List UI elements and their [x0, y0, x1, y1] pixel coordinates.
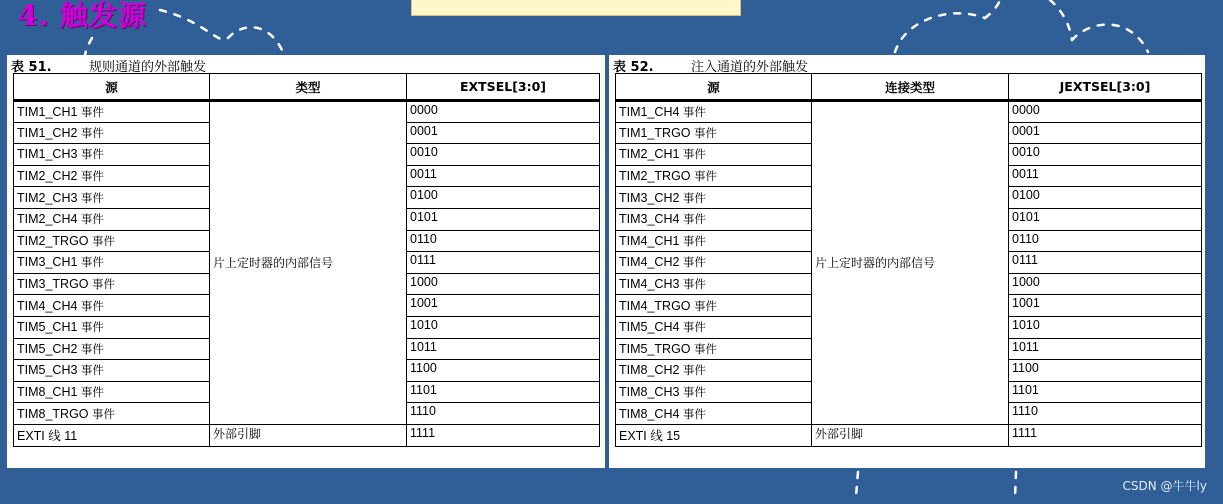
source-cell [616, 403, 812, 425]
type-cell: 片上定时器的内部信号 [210, 101, 407, 425]
source-cell [14, 273, 210, 295]
regular-trigger-table [13, 73, 600, 447]
source-name: TIM5_CH4 [619, 320, 680, 335]
code-cell: 1011 [407, 338, 600, 360]
header-connection-type: 连接类型 [812, 74, 1009, 101]
regular-channel-trigger-panel [7, 55, 605, 468]
source-name: TIM4_CH2 [619, 255, 680, 270]
source-cell [616, 101, 812, 123]
source-name: TIM1_CH1 [17, 104, 78, 119]
source-name: TIM3_CH1 [17, 255, 78, 270]
code-cell: 0100 [1009, 187, 1202, 209]
source-suffix: 事件 [682, 233, 706, 248]
table-row [616, 424, 1202, 446]
source-cell [616, 187, 812, 209]
source-name: TIM5_CH3 [17, 363, 78, 378]
source-suffix: 事件 [80, 212, 104, 227]
caption-number: 表 52. [613, 60, 654, 75]
source-cell [14, 338, 210, 360]
source-cell [616, 252, 812, 274]
source-name: TIM3_CH2 [619, 190, 680, 205]
source-name: TIM8_CH2 [619, 363, 680, 378]
code-cell: 1100 [1009, 360, 1202, 382]
source-cell [616, 165, 812, 187]
source-suffix: 事件 [682, 277, 706, 292]
source-suffix: 事件 [92, 233, 116, 248]
code-cell: 0111 [1009, 252, 1202, 274]
source-cell [14, 295, 210, 317]
source-suffix: 事件 [80, 255, 104, 270]
source-name: TIM2_CH2 [17, 169, 78, 184]
code-cell: 0001 [1009, 122, 1202, 144]
code-cell: 1001 [407, 295, 600, 317]
source-cell [616, 316, 812, 338]
title-banner [411, 0, 741, 16]
source-cell [14, 144, 210, 166]
source-cell [14, 101, 210, 123]
source-name: TIM2_TRGO [619, 169, 691, 184]
source-suffix: 事件 [80, 125, 104, 140]
source-suffix: 事件 [92, 406, 116, 421]
section-heading: 4. 触发源 [18, 0, 147, 32]
code-cell: 0010 [407, 144, 600, 166]
code-cell: 0111 [407, 252, 600, 274]
source-cell [616, 230, 812, 252]
source-suffix: 事件 [80, 298, 104, 313]
source-name: TIM4_CH3 [619, 277, 680, 292]
source-name: TIM4_CH4 [17, 298, 78, 313]
source-suffix: 事件 [80, 385, 104, 400]
source-suffix: 事件 [682, 385, 706, 400]
source-cell [14, 252, 210, 274]
source-name: TIM2_TRGO [17, 233, 89, 248]
injected-channel-trigger-panel [609, 55, 1205, 468]
source-name: TIM3_TRGO [17, 277, 89, 292]
source-suffix: 事件 [694, 341, 718, 356]
source-suffix: 事件 [80, 341, 104, 356]
source-suffix: 事件 [80, 104, 104, 119]
table-row [14, 424, 600, 446]
source-name: TIM5_CH1 [17, 320, 78, 335]
header-jextsel: JEXTSEL[3:0] [1009, 74, 1202, 101]
source-suffix: 事件 [682, 406, 706, 421]
source-cell [616, 122, 812, 144]
code-cell: 1010 [1009, 316, 1202, 338]
code-cell: 0011 [1009, 165, 1202, 187]
code-cell: 0011 [407, 165, 600, 187]
source-name: TIM5_TRGO [619, 341, 691, 356]
source-cell [616, 208, 812, 230]
table-row [616, 101, 1202, 123]
type-cell: 外部引脚 [210, 424, 407, 446]
source-cell [14, 230, 210, 252]
source-name: TIM1_CH4 [619, 104, 680, 119]
code-cell: 0101 [1009, 208, 1202, 230]
code-cell: 1100 [407, 360, 600, 382]
source-cell [616, 360, 812, 382]
source-cell [616, 295, 812, 317]
source-name: TIM3_CH4 [619, 212, 680, 227]
source-cell [14, 208, 210, 230]
source-name: TIM1_TRGO [619, 125, 691, 140]
code-cell: 1110 [1009, 403, 1202, 425]
code-cell: 1111 [1009, 424, 1202, 446]
code-cell: 1001 [1009, 295, 1202, 317]
header-type: 类型 [210, 74, 407, 101]
source-suffix: 事件 [80, 363, 104, 378]
source-cell [14, 403, 210, 425]
header-extsel: EXTSEL[3:0] [407, 74, 600, 101]
source-suffix: 事件 [682, 104, 706, 119]
table-header-row [616, 74, 1202, 101]
source-name: TIM4_TRGO [619, 298, 691, 313]
code-cell: 1101 [407, 381, 600, 403]
source-suffix: 事件 [80, 320, 104, 335]
table-header-row [14, 74, 600, 101]
code-cell: 0010 [1009, 144, 1202, 166]
source-name: TIM1_CH2 [17, 125, 78, 140]
code-cell: 0101 [407, 208, 600, 230]
source-suffix: 事件 [682, 320, 706, 335]
code-cell: 1101 [1009, 381, 1202, 403]
source-suffix: 事件 [694, 125, 718, 140]
source-suffix: 事件 [80, 147, 104, 162]
code-cell: 1111 [407, 424, 600, 446]
type-cell: 片上定时器的内部信号 [812, 101, 1009, 425]
source-suffix: 事件 [682, 255, 706, 270]
code-cell: 1010 [407, 316, 600, 338]
type-cell: 外部引脚 [812, 424, 1009, 446]
code-cell: 1000 [407, 273, 600, 295]
source-cell [616, 381, 812, 403]
source-cell [616, 273, 812, 295]
source-suffix: 事件 [80, 169, 104, 184]
source-suffix: 事件 [694, 169, 718, 184]
source-cell [616, 338, 812, 360]
source-name: TIM2_CH1 [619, 147, 680, 162]
source-cell [14, 187, 210, 209]
code-cell: 1000 [1009, 273, 1202, 295]
source-name: TIM8_CH4 [619, 406, 680, 421]
code-cell: 0110 [1009, 230, 1202, 252]
source-suffix: 事件 [694, 298, 718, 313]
source-suffix: 事件 [682, 190, 706, 205]
source-cell [14, 360, 210, 382]
source-cell: EXTI 线 11 [14, 424, 210, 446]
source-cell [14, 381, 210, 403]
source-suffix: 事件 [682, 212, 706, 227]
source-cell: EXTI 线 15 [616, 424, 812, 446]
header-source: 源 [616, 74, 812, 101]
table-row [14, 101, 600, 123]
source-suffix: 事件 [92, 277, 116, 292]
caption-text: 规则通道的外部触发 [89, 60, 207, 75]
injected-trigger-table [615, 73, 1202, 447]
code-cell: 0100 [407, 187, 600, 209]
source-suffix: 事件 [682, 363, 706, 378]
header-source: 源 [14, 74, 210, 101]
source-name: TIM2_CH3 [17, 190, 78, 205]
source-cell [14, 316, 210, 338]
source-name: TIM5_CH2 [17, 341, 78, 356]
source-cell [14, 122, 210, 144]
source-suffix: 事件 [80, 190, 104, 205]
caption-text: 注入通道的外部触发 [691, 60, 809, 75]
source-name: TIM4_CH1 [619, 233, 680, 248]
watermark: CSDN @牛牛ly [1122, 479, 1207, 493]
source-name: TIM1_CH3 [17, 147, 78, 162]
source-name: TIM8_CH3 [619, 385, 680, 400]
code-cell: 1110 [407, 403, 600, 425]
source-name: TIM2_CH4 [17, 212, 78, 227]
code-cell: 0110 [407, 230, 600, 252]
source-suffix: 事件 [682, 147, 706, 162]
source-name: TIM8_TRGO [17, 406, 89, 421]
caption-number: 表 51. [11, 60, 52, 75]
code-cell: 0000 [407, 101, 600, 123]
source-cell [616, 144, 812, 166]
code-cell: 0001 [407, 122, 600, 144]
code-cell: 1011 [1009, 338, 1202, 360]
source-cell [14, 165, 210, 187]
source-name: TIM8_CH1 [17, 385, 78, 400]
code-cell: 0000 [1009, 101, 1202, 123]
